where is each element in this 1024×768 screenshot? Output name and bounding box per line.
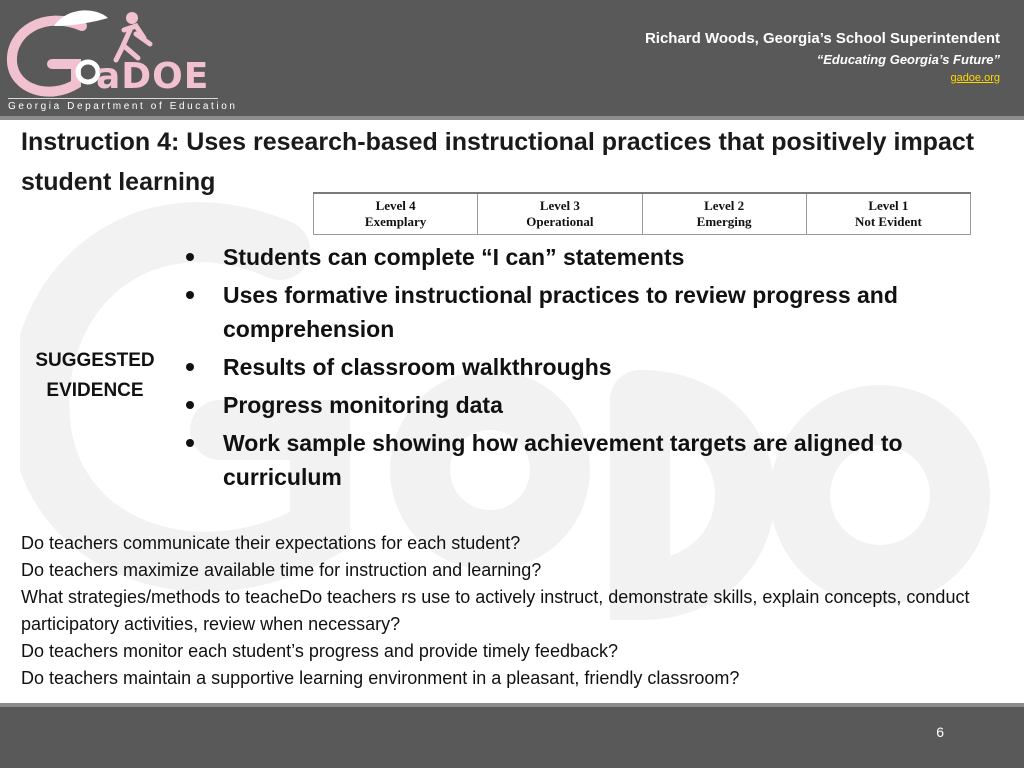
list-item-text: Uses formative instructional practices to review progress and comprehension — [223, 282, 898, 342]
level-3-cell — [478, 193, 642, 235]
list-item-text: Progress monitoring data — [223, 392, 503, 418]
question-line: What strategies/methods to teacheDo teachers rs use to actively instruct, demonstrate skills, explain concepts, conduct participatory activities, review when necessary? — [21, 587, 970, 634]
evidence-list — [180, 240, 980, 498]
level-4-label: Exemplary — [364, 214, 427, 229]
superintendent-name: Richard Woods, Georgia’s School Superintendent — [644, 30, 1000, 47]
level-4-cell — [314, 193, 478, 235]
level-1-label: Not Evident — [854, 214, 922, 229]
logo-divider — [8, 98, 218, 99]
list-item-text: Students can complete “I can” statements — [223, 244, 685, 270]
logo-subtitle: Georgia Department of Education — [8, 101, 238, 112]
level-2-label: Emerging — [696, 214, 752, 229]
bullet-icon — [186, 401, 194, 409]
list-item-text: Work sample showing how achievement targets are aligned to curriculum — [223, 430, 903, 490]
level-3-label: Operational — [526, 214, 594, 229]
level-3-number: Level 3 — [539, 198, 580, 213]
list-item-text: Results of classroom walkthroughs — [223, 354, 612, 380]
evidence-label-line1: SUGGESTED — [35, 350, 155, 371]
footer-bar — [0, 707, 1024, 768]
level-1-cell — [806, 193, 970, 235]
question-line: Do teachers maintain a supportive learning environment in a pleasant, friendly classroom? — [21, 668, 740, 688]
level-2-cell — [642, 193, 806, 235]
question-line: Do teachers monitor each student’s progress and provide timely feedback? — [21, 641, 618, 661]
gadoe-link[interactable]: gadoe.org — [950, 72, 1000, 84]
bullet-icon — [186, 439, 194, 447]
evidence-label-line2: EVIDENCE — [46, 380, 144, 401]
bullet-icon — [186, 253, 194, 261]
list-item — [180, 240, 980, 274]
motto: “Educating Georgia’s Future” — [816, 52, 1000, 67]
level-4-number: Level 4 — [375, 198, 416, 213]
list-item — [180, 278, 980, 346]
header-info — [645, 30, 1000, 84]
level-1-number: Level 1 — [868, 198, 909, 213]
header-bar — [0, 0, 1024, 116]
page-number: 6 — [936, 724, 944, 740]
slide-title: Instruction 4: Uses research-based instructional practices that positively impact student learning — [21, 128, 975, 196]
list-item — [180, 426, 980, 494]
levels-table — [313, 192, 971, 235]
level-2-number: Level 2 — [704, 198, 745, 213]
list-item — [180, 388, 980, 422]
bullet-icon — [186, 291, 194, 299]
levels-row — [314, 193, 971, 235]
suggested-evidence-label — [30, 346, 160, 406]
gadoe-logo[interactable] — [4, 4, 238, 114]
bullet-icon — [186, 363, 194, 371]
logo-wordmark: aDOE — [96, 56, 210, 97]
question-line: Do teachers communicate their expectations for each student? — [21, 533, 521, 553]
header-divider — [0, 116, 1024, 120]
list-item — [180, 350, 980, 384]
question-line: Do teachers maximize available time for instruction and learning? — [21, 560, 542, 580]
guiding-questions — [21, 530, 1011, 692]
